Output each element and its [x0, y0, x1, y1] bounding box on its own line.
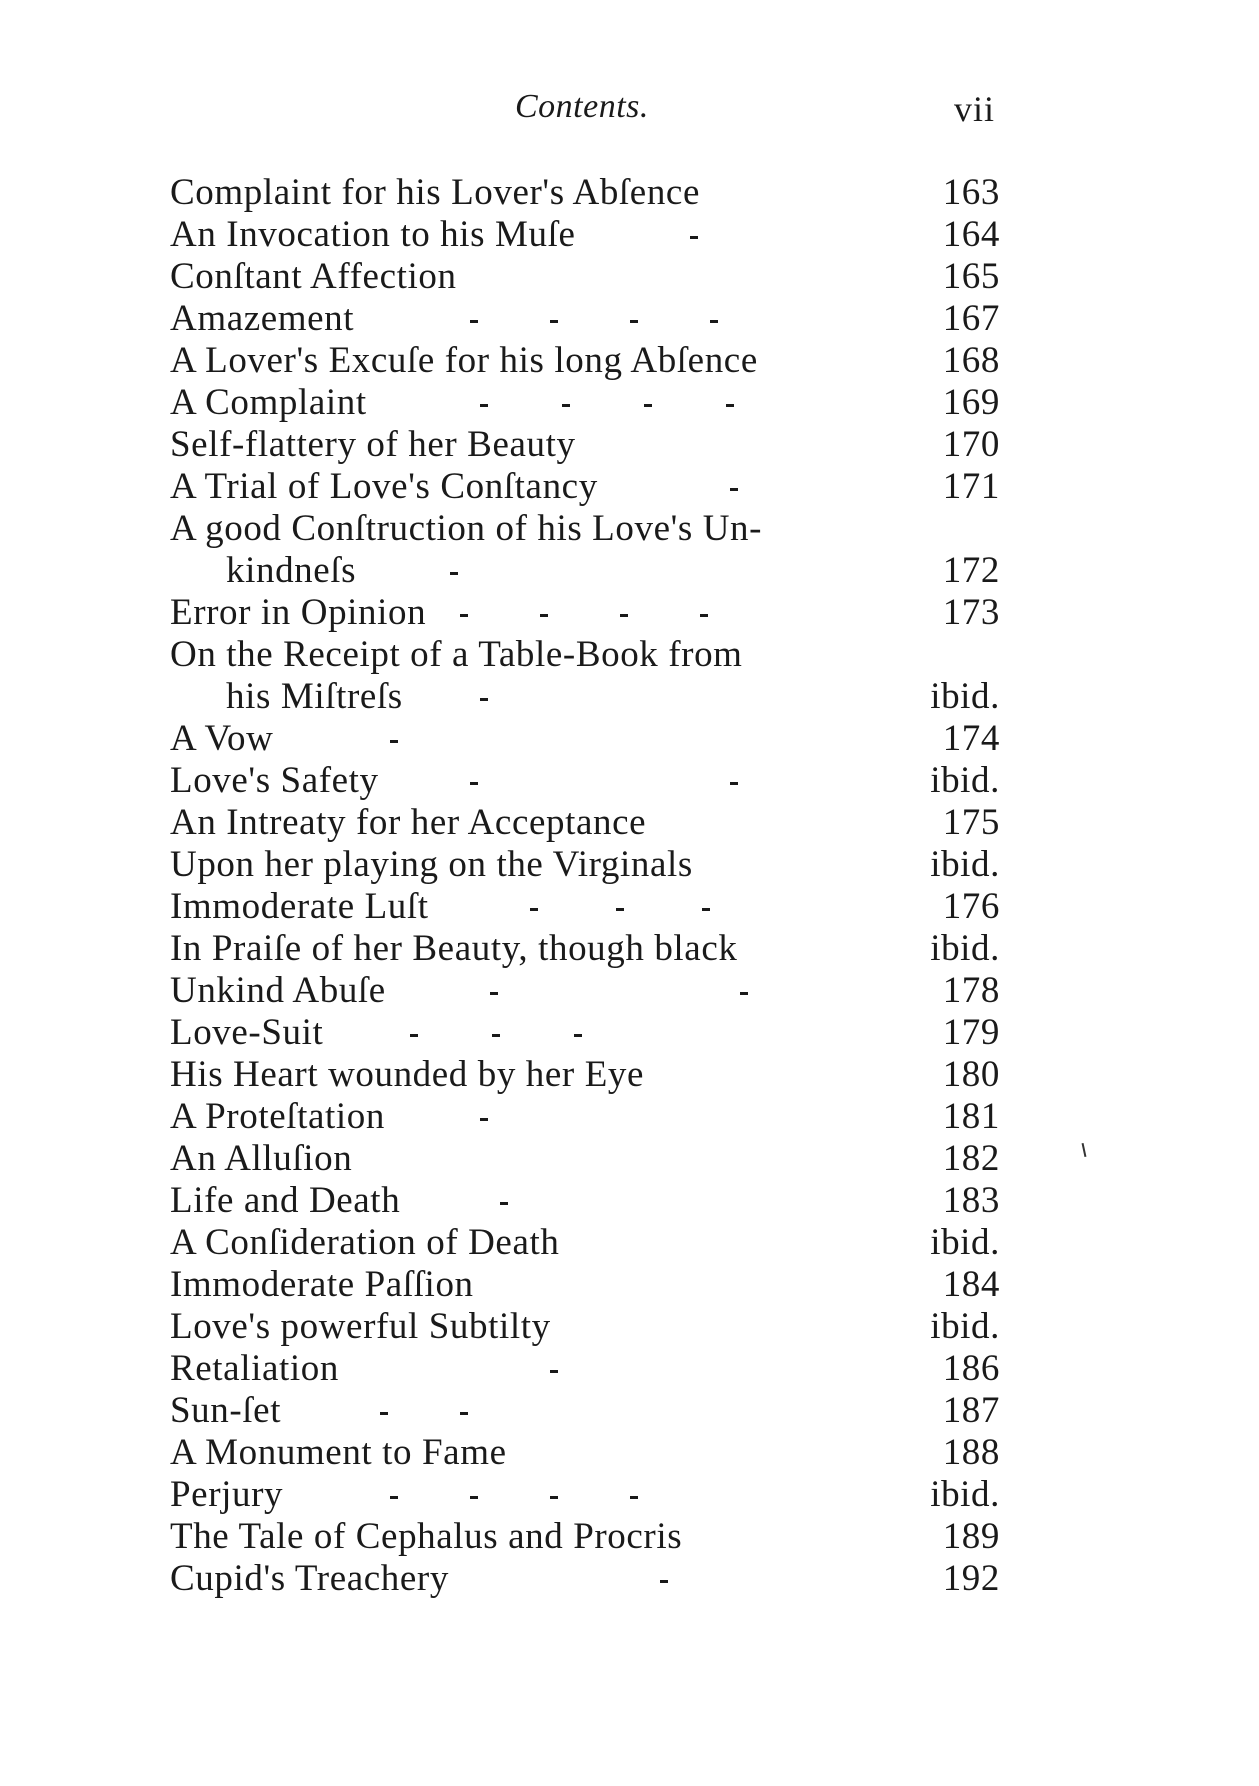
leader-dash: [616, 908, 624, 911]
leader-dash: [540, 614, 548, 617]
toc-entry: [170, 1180, 1000, 1222]
leader-dash: [630, 1496, 638, 1499]
toc-entry-title: Error in Opinion: [170, 592, 427, 633]
toc-entry: [170, 1306, 1000, 1348]
toc-entry: [170, 634, 1000, 718]
stray-ink-mark: [1082, 1143, 1087, 1157]
page-folio: vii: [953, 89, 995, 129]
toc-page-number: ibid.: [930, 1474, 1000, 1515]
toc-entry-title: Upon her playing on the Virginals: [170, 844, 693, 885]
dash-leader: [410, 1012, 970, 1054]
toc-page-number: 188: [942, 1432, 1000, 1473]
toc-entry-title: Self-flattery of her Beauty: [170, 424, 576, 465]
leader-dash: [660, 1580, 668, 1583]
table-of-contents: [170, 172, 1000, 1600]
toc-page-number: ibid.: [930, 1222, 1000, 1263]
toc-page-number: 163: [942, 172, 1000, 213]
leader-dash: [410, 1034, 418, 1037]
leader-dash: [740, 992, 748, 995]
toc-page-number: 173: [942, 592, 1000, 633]
toc-entry-title: Conſtant Affection: [170, 256, 457, 297]
toc-entry: [170, 1390, 1000, 1432]
toc-entry: [170, 256, 1000, 298]
toc-entry: [170, 802, 1000, 844]
toc-page-number: 171: [942, 466, 1000, 507]
toc-page-number: 180: [942, 1054, 1000, 1095]
leader-dash: [470, 1496, 478, 1499]
toc-entry-title: Love's Safety: [170, 760, 379, 801]
leader-dash: [726, 404, 734, 407]
toc-entry: [170, 1138, 1000, 1180]
toc-entry-title: A Proteſtation: [170, 1096, 385, 1137]
toc-entry: [170, 1264, 1000, 1306]
toc-page-number: 172: [942, 550, 1000, 591]
toc-entry: [170, 382, 1000, 424]
leader-dash: [470, 320, 478, 323]
toc-entry-title: Sun-ſet: [170, 1390, 282, 1431]
leader-dash: [550, 1496, 558, 1499]
leader-dash: [730, 488, 738, 491]
leader-dash: [480, 1118, 488, 1121]
leader-dash: [480, 404, 488, 407]
toc-page-number: ibid.: [930, 928, 1000, 969]
toc-entry: [170, 886, 1000, 928]
toc-entry-title: His Heart wounded by her Eye: [170, 1054, 645, 1095]
toc-page-number: 170: [942, 424, 1000, 465]
toc-entry-title: Perjury: [170, 1474, 284, 1515]
toc-entry: [170, 970, 1000, 1012]
toc-entry: [170, 1096, 1000, 1138]
toc-entry: [170, 1348, 1000, 1390]
toc-page-number: 169: [942, 382, 1000, 423]
dash-leader: [530, 886, 1090, 928]
leader-dash: [630, 320, 638, 323]
leader-dash: [470, 782, 478, 785]
leader-dash: [490, 992, 498, 995]
toc-entry-title: A Conſideration of Death: [170, 1222, 560, 1263]
leader-dash: [620, 614, 628, 617]
running-title: Contents.: [515, 88, 649, 125]
toc-entry-title: On the Receipt of a Table-Book from: [170, 634, 743, 675]
toc-entry: [170, 1012, 1000, 1054]
toc-entry: [170, 1474, 1000, 1516]
toc-page-number: 165: [942, 256, 1000, 297]
toc-entry-title: Immoderate Paſſion: [170, 1264, 474, 1305]
dash-leader: [550, 1348, 1110, 1390]
toc-entry: [170, 340, 1000, 382]
toc-entry: [170, 1054, 1000, 1096]
leader-dash: [550, 320, 558, 323]
toc-page-number: 187: [942, 1390, 1000, 1431]
toc-entry-title: Retaliation: [170, 1348, 339, 1389]
toc-page-number: 179: [942, 1012, 1000, 1053]
toc-page-number: 164: [942, 214, 1000, 255]
toc-entry: [170, 1432, 1000, 1474]
toc-page-number: 189: [942, 1516, 1000, 1557]
toc-entry: [170, 928, 1000, 970]
leader-dash: [460, 1412, 468, 1415]
toc-entry-title: An Intreaty for her Acceptance: [170, 802, 647, 843]
leader-dash: [530, 908, 538, 911]
toc-page-number: ibid.: [930, 676, 1000, 717]
leader-dash: [492, 1034, 500, 1037]
toc-entry-title: An Invocation to his Muſe: [170, 214, 576, 255]
toc-page-number: 176: [942, 886, 1000, 927]
toc-page-number: 184: [942, 1264, 1000, 1305]
toc-entry-title: A Complaint: [170, 382, 367, 423]
toc-page-number: ibid.: [930, 1306, 1000, 1347]
toc-page-number: 175: [942, 802, 1000, 843]
toc-entry-title: In Praiſe of her Beauty, though black: [170, 928, 738, 969]
toc-entry-title: A Monument to Fame: [170, 1432, 507, 1473]
toc-entry-title: An Alluſion: [170, 1138, 353, 1179]
dash-leader: [390, 1474, 950, 1516]
toc-page-number: 178: [942, 970, 1000, 1011]
toc-page-number: 192: [942, 1558, 1000, 1599]
leader-dash: [690, 236, 698, 239]
toc-entry-title: Love-Suit: [170, 1012, 324, 1053]
toc-entry-continuation: his Miſtreſs: [226, 676, 403, 717]
running-head: [175, 88, 995, 138]
toc-entry: [170, 508, 1000, 592]
toc-entry: [170, 844, 1000, 886]
leader-dash: [480, 698, 488, 701]
toc-entry-title: A Trial of Love's Conſtancy: [170, 466, 598, 507]
toc-entry: [170, 760, 1000, 802]
toc-entry: [170, 214, 1000, 256]
toc-page-number: 168: [942, 340, 1000, 381]
dash-leader: [380, 1390, 940, 1432]
toc-page-number: 181: [942, 1096, 1000, 1137]
toc-page-number: 167: [942, 298, 1000, 339]
toc-entry-continuation: kindneſs: [226, 550, 357, 591]
leader-dash: [500, 1202, 508, 1205]
leader-dash: [562, 404, 570, 407]
leader-dash: [644, 404, 652, 407]
toc-page-number: 174: [942, 718, 1000, 759]
toc-entry: [170, 298, 1000, 340]
leader-dash: [730, 782, 738, 785]
toc-entry-title: A Vow: [170, 718, 274, 759]
toc-entry: [170, 1558, 1000, 1600]
leader-dash: [460, 614, 468, 617]
toc-entry-title: The Tale of Cephalus and Procris: [170, 1516, 683, 1557]
leader-dash: [574, 1034, 582, 1037]
toc-entry: [170, 466, 1000, 508]
toc-entry-title: A Lover's Excuſe for his long Abſence: [170, 340, 758, 381]
toc-page-number: ibid.: [930, 760, 1000, 801]
leader-dash: [390, 740, 398, 743]
toc-page-number: ibid.: [930, 844, 1000, 885]
dash-leader: [390, 718, 950, 760]
leader-dash: [380, 1412, 388, 1415]
toc-entry-title: Amazement: [170, 298, 355, 339]
toc-entry-title: Life and Death: [170, 1180, 401, 1221]
toc-entry: [170, 718, 1000, 760]
toc-entry-title: Unkind Abuſe: [170, 970, 386, 1011]
toc-entry-title: Love's powerful Subtilty: [170, 1306, 551, 1347]
toc-entry-title: Complaint for his Lover's Abſence: [170, 172, 700, 213]
toc-entry: [170, 1222, 1000, 1264]
toc-entry-title: A good Conſtruction of his Love's Un-: [170, 508, 763, 549]
leader-dash: [550, 1370, 558, 1373]
toc-entry: [170, 592, 1000, 634]
toc-entry: [170, 172, 1000, 214]
toc-entry: [170, 1516, 1000, 1558]
toc-page-number: 183: [942, 1180, 1000, 1221]
toc-entry-title: Cupid's Treachery: [170, 1558, 449, 1599]
leader-dash: [700, 614, 708, 617]
leader-dash: [450, 572, 458, 575]
toc-page-number: 186: [942, 1348, 1000, 1389]
leader-dash: [390, 1496, 398, 1499]
leader-dash: [710, 320, 718, 323]
toc-entry-title: Immoderate Luſt: [170, 886, 429, 927]
toc-page-number: 182: [942, 1138, 1000, 1179]
leader-dash: [702, 908, 710, 911]
toc-entry: [170, 424, 1000, 466]
